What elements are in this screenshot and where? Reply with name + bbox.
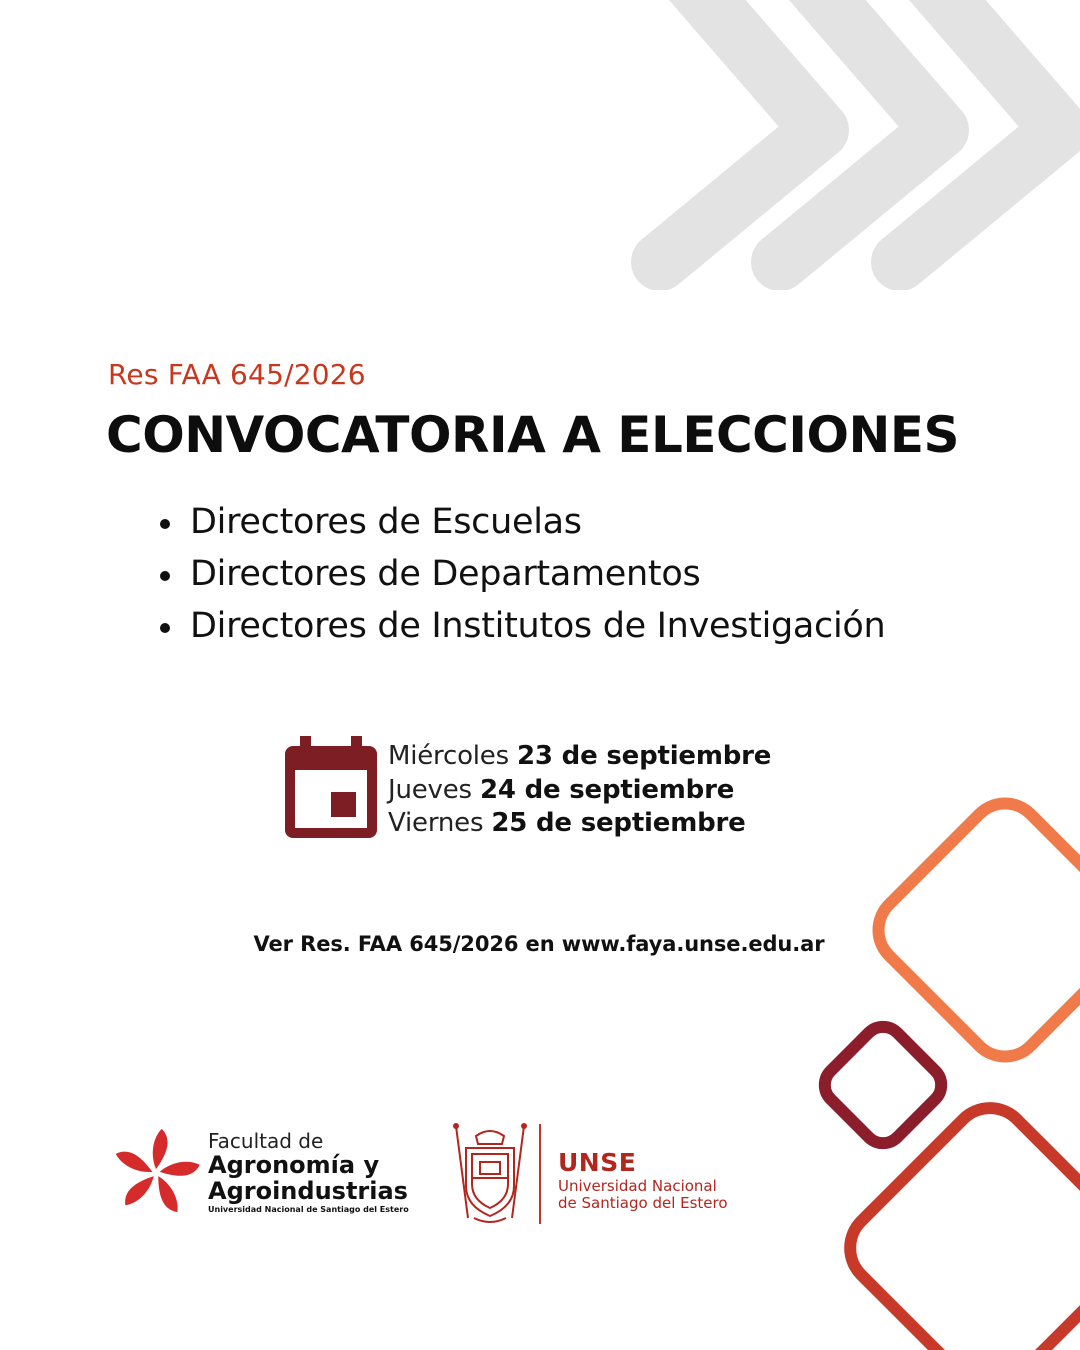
page-title: CONVOCATORIA A ELECCIONES [106,406,959,464]
crest-icon [452,1122,528,1226]
calendar-icon [285,736,377,838]
reference-note [0,932,1080,956]
schedule-row [388,740,771,774]
university-line2: de Santiago del Estero [558,1194,728,1212]
faculty-logo-text [208,1130,409,1216]
schedule-day: Viernes [388,808,484,838]
university-line1: Universidad Nacional [558,1177,717,1195]
faculty-line3: Agroindustrias [208,1177,408,1205]
logo-divider [539,1124,541,1224]
faculty-line2: Agronomía y [208,1151,380,1179]
list-item: Directores de Escuelas [156,496,885,548]
reference-note-text: Ver Res. FAA 645/2026 en www.faya.unse.edu.ar [253,932,825,956]
list-item: Directores de Departamentos [156,548,885,600]
schedule-day: Jueves [388,774,472,805]
positions-list [156,496,885,652]
faculty-line1: Facultad de [208,1129,324,1153]
university-acronym: UNSE [558,1148,637,1177]
faculty-line4: Universidad Nacional de Santiago del Estero [208,1205,409,1214]
schedule-row [388,774,771,808]
university-logo-text [558,1148,728,1212]
schedule-date: 23 de septiembre [517,741,772,771]
schedule-date: 24 de septiembre [479,774,735,805]
schedule [388,740,771,841]
resolution-number: Res FAA 645/2026 [108,358,366,391]
list-item: Directores de Institutos de Investigación [156,600,885,652]
flower-logo-icon [108,1125,204,1221]
schedule-date: 25 de septiembre [491,808,746,838]
schedule-row [388,807,771,841]
schedule-day: Miércoles [388,741,509,771]
